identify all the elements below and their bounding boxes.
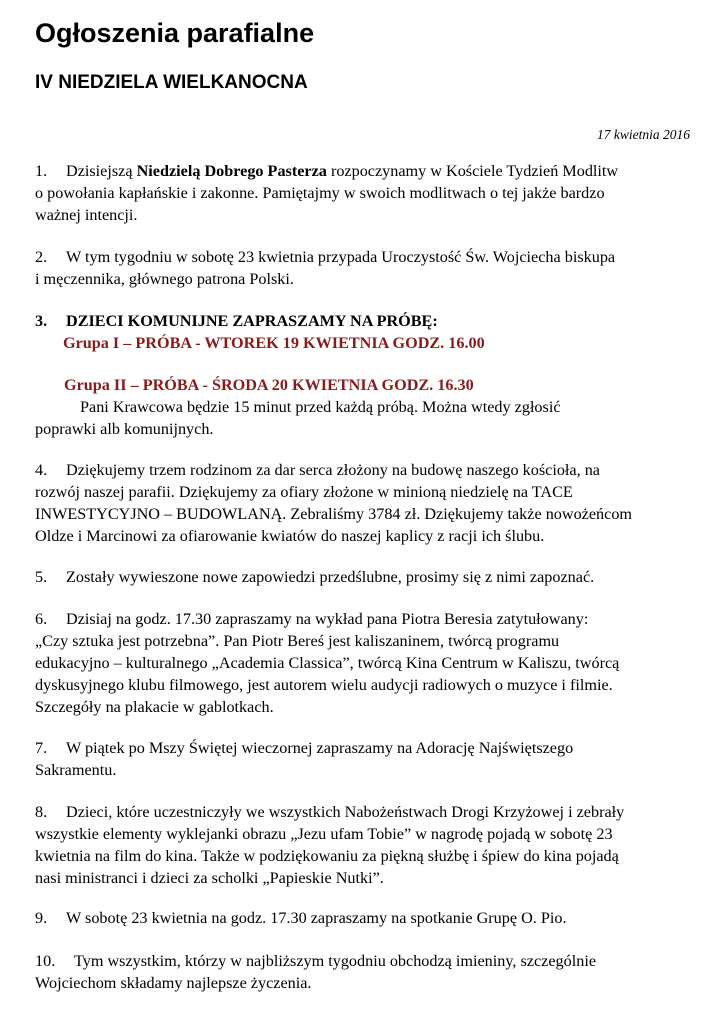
announcement-line (35, 608, 695, 630)
announcement-4 (35, 459, 695, 547)
announcement-line (35, 801, 695, 823)
announcement-text: rozpoczynamy w Kościele Tydzień Modlitw (326, 162, 619, 180)
announcement-line (35, 459, 695, 481)
announcement-number: 4. (35, 461, 48, 479)
announcement-text: Dziękujemy trzem rodzinom za dar serca złożony na budowę naszego kościoła, na (66, 461, 600, 479)
announcement-2 (35, 246, 695, 290)
announcement-10 (35, 950, 695, 994)
announcement-bold-text: Niedzielą Dobrego Pasterza (136, 162, 327, 180)
announcement-line: Wojciechom składamy najlepsze życzenia. (35, 974, 312, 992)
rehearsal-group-2: Grupa II – PRÓBA - ŚRODA 20 KWIETNIA GODZ. 16.30 (64, 376, 474, 394)
announcement-text: W piątek po Mszy Świętej wieczornej zapraszamy na Adorację Najświętszego (66, 739, 574, 757)
announcement-3-continued (35, 374, 695, 440)
announcement-text: Zostały wywieszone nowe zapowiedzi przedślubne, prosimy się z nimi zapoznać. (66, 568, 595, 586)
announcement-line: kwietnia na film do kina. Także w podziękowaniu za piękną służbę i śpiew do kina pojadą (35, 847, 619, 865)
announcement-number: 2. (35, 248, 48, 266)
announcement-line (35, 160, 695, 182)
announcement-9 (35, 907, 695, 929)
announcement-line: rozwój naszej parafii. Dziękujemy za ofiary złożone w minioną niedzielę na TACE (35, 483, 573, 501)
announcement-line: Pani Krawcowa będzie 15 minut przed każdą próbą. Można wtedy zgłosić (80, 398, 561, 416)
page-title: Ogłoszenia parafialne (35, 18, 315, 48)
announcement-date: 17 kwietnia 2016 (597, 127, 690, 142)
announcement-number: 10. (35, 952, 56, 970)
announcement-line: ważnej intencji. (35, 206, 138, 224)
announcement-8 (35, 801, 695, 889)
announcement-number: 3. (35, 312, 48, 330)
announcement-line (35, 737, 695, 759)
announcement-5 (35, 566, 695, 588)
announcement-line: nasi ministranci i dzieci za scholki „Papieskie Nutki”. (35, 869, 384, 887)
announcement-number: 6. (35, 610, 48, 628)
announcement-3 (35, 310, 695, 354)
announcement-text: W sobotę 23 kwietnia na godz. 17.30 zapraszamy na spotkanie Grupę O. Pio. (66, 909, 567, 927)
announcement-line: dyskusyjnego klubu filmowego, jest autorem wielu audycji radiowych o muzyce i filmie. (35, 676, 613, 694)
announcement-number: 5. (35, 568, 48, 586)
announcement-line (35, 907, 695, 929)
announcement-text: Dzisiaj na godz. 17.30 zapraszamy na wykład pana Piotra Beresia zatytułowany: (66, 610, 589, 628)
announcement-line (35, 310, 695, 332)
announcement-line: Sakramentu. (35, 761, 117, 779)
announcement-6 (35, 608, 695, 718)
announcement-number: 7. (35, 739, 48, 757)
page-subtitle: IV NIEDZIELA WIELKANOCNA (35, 72, 308, 93)
announcement-text: W tym tygodniu w sobotę 23 kwietnia przypada Uroczystość Św. Wojciecha biskupa (66, 248, 616, 266)
announcement-line: „Czy sztuka jest potrzebna”. Pan Piotr Bereś jest kaliszaninem, twórcą programu (35, 632, 560, 650)
rehearsal-heading: DZIECI KOMUNIJNE ZAPRASZAMY NA PRÓBĘ: (66, 312, 438, 330)
announcement-line: o powołania kapłańskie i zakonne. Pamiętajmy w swoich modlitwach o tej jakże bardzo (35, 184, 605, 202)
announcement-number: 8. (35, 803, 48, 821)
announcement-line: Oldze i Marcinowi za ofiarowanie kwiatów do naszej kaplicy z racji ich ślubu. (35, 527, 545, 545)
announcement-line (35, 566, 695, 588)
announcement-line: INWESTYCYJNO – BUDOWLANĄ. Zebraliśmy 3784 zł. Dziękujemy także nowożeńcom (35, 505, 633, 523)
announcement-text: Tym wszystkim, którzy w najbliższym tygodniu obchodzą imieniny, szczególnie (74, 952, 596, 970)
announcement-line: Szczegóły na plakacie w gablotkach. (35, 698, 274, 716)
announcement-line: edukacyjno – kulturalnego „Academia Classica”, twórcą Kina Centrum w Kaliszu, twórcą (35, 654, 620, 672)
announcement-line (35, 950, 695, 972)
announcement-line (35, 246, 695, 268)
announcement-line: wszystkie elementy wyklejanki obrazu „Jezu ufam Tobie” w nagrodę pojadą w sobotę 23 (35, 825, 613, 843)
rehearsal-group-1: Grupa I – PRÓBA - WTOREK 19 KWIETNIA GODZ. 16.00 (63, 334, 485, 352)
announcement-text: Dzisiejszą (66, 162, 137, 180)
announcement-number: 1. (35, 162, 48, 180)
announcement-7 (35, 737, 695, 781)
announcement-number: 9. (35, 909, 48, 927)
announcement-line: poprawki alb komunijnych. (35, 420, 214, 438)
announcement-line: i męczennika, głównego patrona Polski. (35, 270, 294, 288)
announcement-1 (35, 160, 695, 226)
announcement-text: Dzieci, które uczestniczyły we wszystkich Nabożeństwach Drogi Krzyżowej i zebrały (66, 803, 625, 821)
